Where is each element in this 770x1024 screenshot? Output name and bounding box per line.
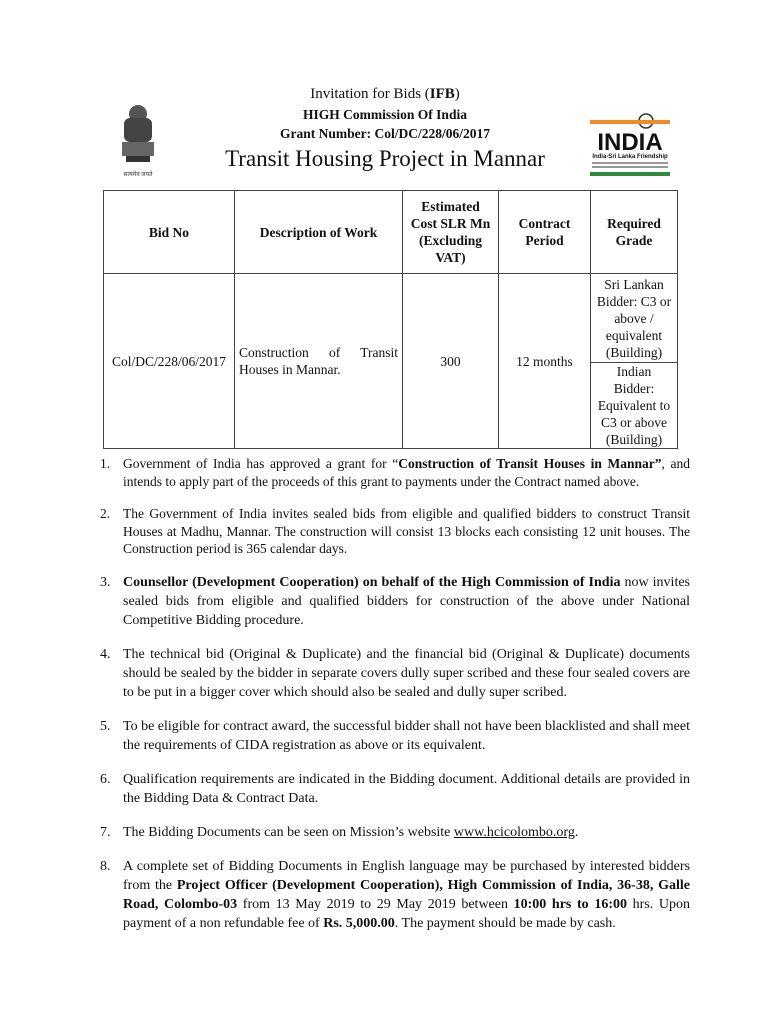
- item-number: 4.: [100, 646, 111, 662]
- item-bold: Project Officer (Development Cooperation), High Commission of India, 36-38, Galle Road, Colombo-03: [123, 877, 690, 912]
- grade-sri-lanka-cell: Sri Lankan Bidder: C3 or above / equivalent (Building): [591, 274, 678, 363]
- item-text: , and intends to apply part of the proceeds of this grant to payments under the Contract named above.: [123, 456, 690, 489]
- item-text: now invites sealed bids from eligible and qualified bidders for construction of the above under National Competitive Bidding procedure.: [123, 574, 691, 628]
- col-bid-no: Bid No: [104, 191, 235, 274]
- grade-india-cell: Indian Bidder: Equivalent to C3 or above (Building): [591, 363, 678, 449]
- ifb-heading: [0, 86, 770, 103]
- item-bold: Rs. 5,000.00: [323, 915, 395, 931]
- list-item: [100, 823, 690, 842]
- list-item: [100, 770, 690, 808]
- item-text: hrs. Upon payment of a non refundable fee of: [123, 896, 690, 931]
- item-text: To be eligible for contract award, the successful bidder shall not have been blacklisted and shall meet the requirements of CIDA registration as above or its equivalent.: [123, 718, 690, 753]
- emblem-caption: सत्यमेव जयते: [123, 172, 153, 178]
- item-text: The Government of India invites sealed bids from eligible and qualified bidders to construct Transit Houses at Madhu, Mannar. The construction will consist 13 blocks each consisting 12 unit houses. The Construction period is 365 calendar days.: [123, 506, 690, 557]
- col-cost: Estimated Cost SLR Mn (Excluding VAT): [403, 191, 499, 274]
- col-period: Contract Period: [499, 191, 591, 274]
- col-grade: Required Grade: [591, 191, 678, 274]
- list-item: [100, 455, 690, 490]
- item-number: 1.: [100, 456, 111, 471]
- website-link[interactable]: www.hcicolombo.org: [453, 824, 575, 840]
- item-text: Qualification requirements are indicated in the Bidding document. Additional details are provided in the Bidding Data & Contract Data.: [123, 771, 690, 806]
- item-number: 6.: [100, 771, 111, 787]
- item-text: The Bidding Documents can be seen on Mission’s website: [123, 824, 454, 840]
- ifb-suffix: ): [454, 86, 460, 102]
- grant-number: Grant Number: Col/DC/228/06/2017: [280, 126, 490, 141]
- col-description: Description of Work: [235, 191, 403, 274]
- commission-heading: HIGH Commission Of India: [303, 107, 467, 122]
- item-bold: Construction of Transit Houses in Mannar”: [398, 456, 662, 471]
- item-bold: 10:00 hrs to 16:00: [513, 896, 627, 912]
- item-number: 8.: [100, 858, 111, 874]
- item-text: A complete set of Bidding Documents in English language may be purchased by interested bidders from the: [123, 858, 690, 893]
- svg-text:INDIA: INDIA: [597, 129, 663, 156]
- item-number: 2.: [100, 506, 111, 522]
- item-number: 5.: [100, 718, 111, 734]
- numbered-list: [100, 455, 690, 948]
- ifb-prefix: Invitation for Bids (: [310, 86, 430, 102]
- bid-no-cell: Col/DC/228/06/2017: [104, 274, 235, 449]
- item-number: 3.: [100, 574, 111, 590]
- list-item: [100, 857, 690, 933]
- ifb-bold: IFB: [429, 86, 455, 102]
- cost-cell: 300: [403, 274, 499, 449]
- list-item: [100, 645, 690, 702]
- document-title: Transit Housing Project in Mannar: [225, 146, 545, 171]
- item-text: . The payment should be made by cash.: [394, 915, 616, 931]
- list-item: [100, 505, 690, 558]
- item-text: .: [574, 824, 579, 840]
- list-item: [100, 573, 690, 630]
- item-number: 7.: [100, 824, 111, 840]
- table-header-row: [104, 191, 678, 274]
- item-bold: Counsellor (Development Cooperation) on behalf of the High Commission of India: [123, 574, 621, 590]
- item-text: Government of India has approved a grant for “: [123, 456, 399, 471]
- table-row: [104, 274, 678, 363]
- bid-table: [103, 190, 678, 449]
- svg-text:India-Sri Lanka Friendship: India-Sri Lanka Friendship: [592, 154, 668, 160]
- list-item: [100, 717, 690, 755]
- description-cell: Construction of Transit Houses in Mannar.: [235, 274, 403, 449]
- item-text: The technical bid (Original & Duplicate) and the financial bid (Original & Duplicate) documents should be sealed by the bidder in separate covers dully super scribed and these four sealed covers are to be put in a bigger cover which should also be sealed and dully super scribed.: [123, 646, 690, 700]
- period-cell: 12 months: [499, 274, 591, 449]
- item-text: from 13 May 2019 to 29 May 2019 between: [237, 896, 514, 912]
